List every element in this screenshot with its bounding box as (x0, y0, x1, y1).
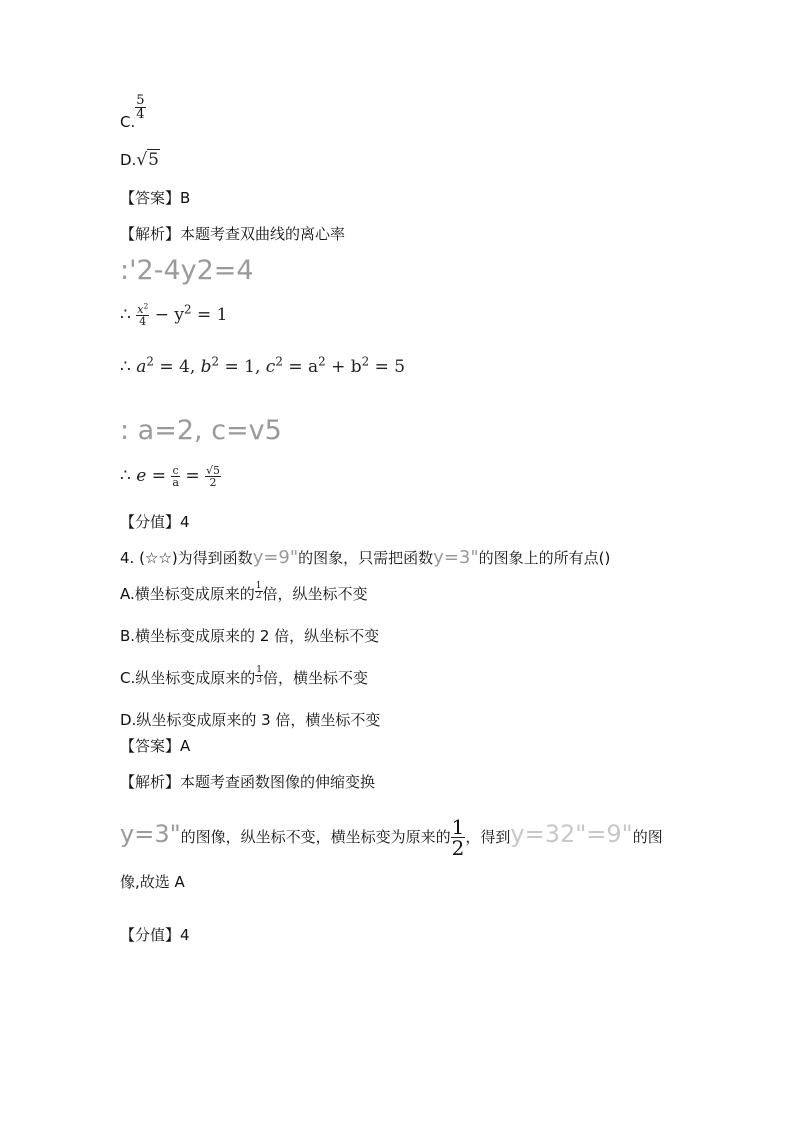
option-c-q4: C.纵坐标变成原来的 $\frac{1}{3}$ 倍，横坐标不变 (120, 665, 368, 687)
option-d-q4: D.纵坐标变成原来的 3 倍，横坐标不变 (120, 711, 381, 729)
function-y9x: y=9" (252, 547, 299, 568)
score-1: 【分值】4 (120, 513, 190, 531)
question-4: 4. (☆☆)为得到函数y=9"的图象，只需把函数y=3"的图象上的所有点() (120, 547, 611, 568)
one-half-fraction: $\frac{1}{2}$ (255, 581, 262, 601)
option-d-radicand: 5 (148, 150, 159, 170)
one-half-large: $\frac{1}{2}$ (451, 815, 465, 860)
sqrt5-over-2: $\frac{√5}{2}$ (205, 464, 220, 489)
step-5-equation: ∴ e = $\frac{c}{a}$ = $\frac{√5}{2}$ (120, 464, 220, 489)
option-c (120, 93, 146, 131)
answer-2: 【答案】A (120, 737, 191, 755)
option-c-fraction: $\frac{5}{4}$ (136, 93, 145, 122)
one-third-fraction: $\frac{1}{3}$ (256, 665, 262, 685)
function-y3x: y=3" (433, 547, 479, 568)
explanation-line-2: 像,故选 A (120, 873, 185, 891)
score-2: 【分值】4 (120, 926, 190, 944)
function-y3x-expl: y=3" (120, 820, 181, 848)
function-transformed: y=32"=9" (510, 820, 633, 848)
option-c-label: C. (120, 113, 136, 131)
analysis-1: 【解析】本题考查双曲线的离心率 (120, 225, 346, 243)
option-d-label: D. (120, 151, 137, 169)
c-over-a: $\frac{c}{a}$ (172, 464, 179, 489)
step-1-equation: :'2-4y2=4 (120, 255, 254, 286)
explanation-line: y=3"的图像，纵坐标不变，横坐标变为原来的 $\frac{1}{2}$ ，得到y=32"=9"的图 (120, 815, 663, 860)
sqrt-symbol: √ (136, 150, 148, 170)
answer-1: 【答案】B (120, 189, 191, 207)
analysis-2: 【解析】本题考查函数图像的伸缩变换 (120, 773, 376, 791)
option-a-q4: A.横坐标变成原来的 $\frac{1}{2}$ 倍，纵坐标不变 (120, 581, 368, 603)
x2-over-4: $\frac{x^2}{4}$ (137, 301, 149, 328)
option-d (120, 150, 160, 170)
step-2-equation: ∴ $\frac{x^2}{4}$ − $y^2 = 1$ (120, 301, 228, 328)
step-3-equation: ∴ $a^2 = 4$, $b^2 = 1$, $c^2 = a^2 + b^2 = 5$ (120, 354, 406, 377)
option-b-q4: B.横坐标变成原来的 2 倍，纵坐标不变 (120, 627, 380, 645)
step-4-equation: : a=2, c=v5 (120, 415, 282, 446)
